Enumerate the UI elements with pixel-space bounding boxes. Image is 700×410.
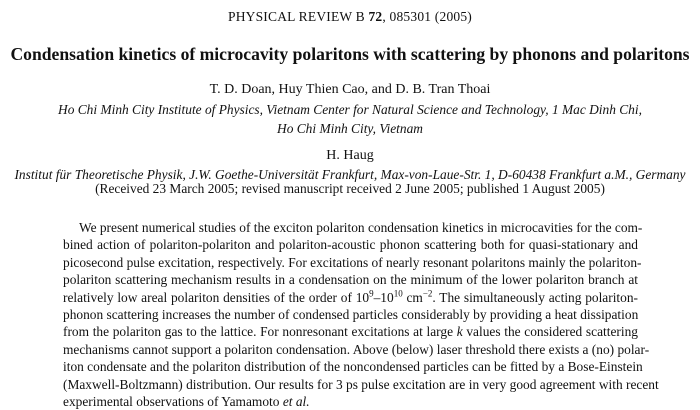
abstract-line: mechanisms cannot support a polariton condensation. Above (below) laser threshold there exists a (no) polar- bbox=[63, 341, 650, 357]
exponent: −2 bbox=[422, 288, 433, 299]
abstract-text: –10 bbox=[373, 289, 394, 305]
journal-volume: 72 bbox=[368, 9, 383, 24]
journal-name: PHYSICAL REVIEW B bbox=[227, 9, 365, 24]
affiliation-1-line-1: Ho Chi Minh City Institute of Physics, Vietnam Center for Natural Science and Technology, 1 Mac Dinh Chi, bbox=[58, 102, 642, 117]
abstract-line: (Maxwell-Boltzmann) distribution. Our results for 3 ps pulse excitation are in very good agreement with recent bbox=[63, 376, 659, 392]
abstract-line: bined action of polariton-polariton and polariton-acoustic phonon scattering both for quasi-stationary and bbox=[63, 237, 638, 253]
abstract-text: values the considered scattering bbox=[462, 324, 638, 340]
paper-title: Condensation kinetics of microcavity polaritons with scattering by phonons and polaritons bbox=[10, 44, 690, 64]
abstract-text: from the polariton gas to the lattice. For nonresonant excitations at large bbox=[63, 324, 454, 340]
abstract-line: polariton scattering mechanism results in a condensation on the minimum of the lower polariton branch at bbox=[63, 272, 638, 288]
exponent: 9 bbox=[369, 288, 374, 299]
abstract-italic-k: k bbox=[456, 324, 463, 340]
affiliation-1 bbox=[0, 100, 700, 138]
affiliation-1-line-2: Ho Chi Minh City, Vietnam bbox=[277, 121, 423, 136]
authors-group-2: H. Haug bbox=[326, 148, 374, 163]
abstract-text: relatively low areal polariton densities of the order of 10 bbox=[63, 289, 370, 305]
authors-group-1: T. D. Doan, Huy Thien Cao, and D. B. Tran Thoai bbox=[209, 82, 491, 97]
abstract-line: iton condensate and the polariton distribution of the noncondensed particles can be fitted by a Bose-Einstein bbox=[63, 359, 643, 375]
abstract-line: picosecond pulse excitation, respectively. For excitations of nearly resonant polaritons mainly the polariton- bbox=[63, 254, 642, 270]
affiliation-2: Institut für Theoretische Physik, J.W. Goethe-Universität Frankfurt, Max-von-Laue-Str. 1, D-60438 Frankfurt a.M., Germany bbox=[14, 167, 686, 182]
abstract-text: experimental observations of Yamamoto bbox=[63, 394, 280, 410]
abstract-line bbox=[63, 323, 638, 340]
abstract-line bbox=[63, 393, 638, 410]
abstract-text: . The simultaneously acting polariton- bbox=[432, 289, 639, 305]
journal-header bbox=[0, 9, 700, 25]
abstract-italic-etal: et al. bbox=[282, 394, 310, 410]
exponent: 10 bbox=[393, 288, 403, 299]
journal-article-info: , 085301 (2005) bbox=[382, 9, 472, 24]
abstract bbox=[63, 219, 659, 410]
abstract-line: phonon scattering increases the number of condensed particles considerably by providing a heat dissipation bbox=[63, 307, 639, 323]
abstract-line: We present numerical studies of the exciton polariton condensation kinetics in microcavities for the com- bbox=[79, 220, 643, 235]
abstract-line bbox=[63, 289, 638, 306]
abstract-text: cm bbox=[402, 289, 423, 305]
received-dates: (Received 23 March 2005; revised manuscript received 2 June 2005; published 1 August 2005) bbox=[95, 181, 605, 196]
